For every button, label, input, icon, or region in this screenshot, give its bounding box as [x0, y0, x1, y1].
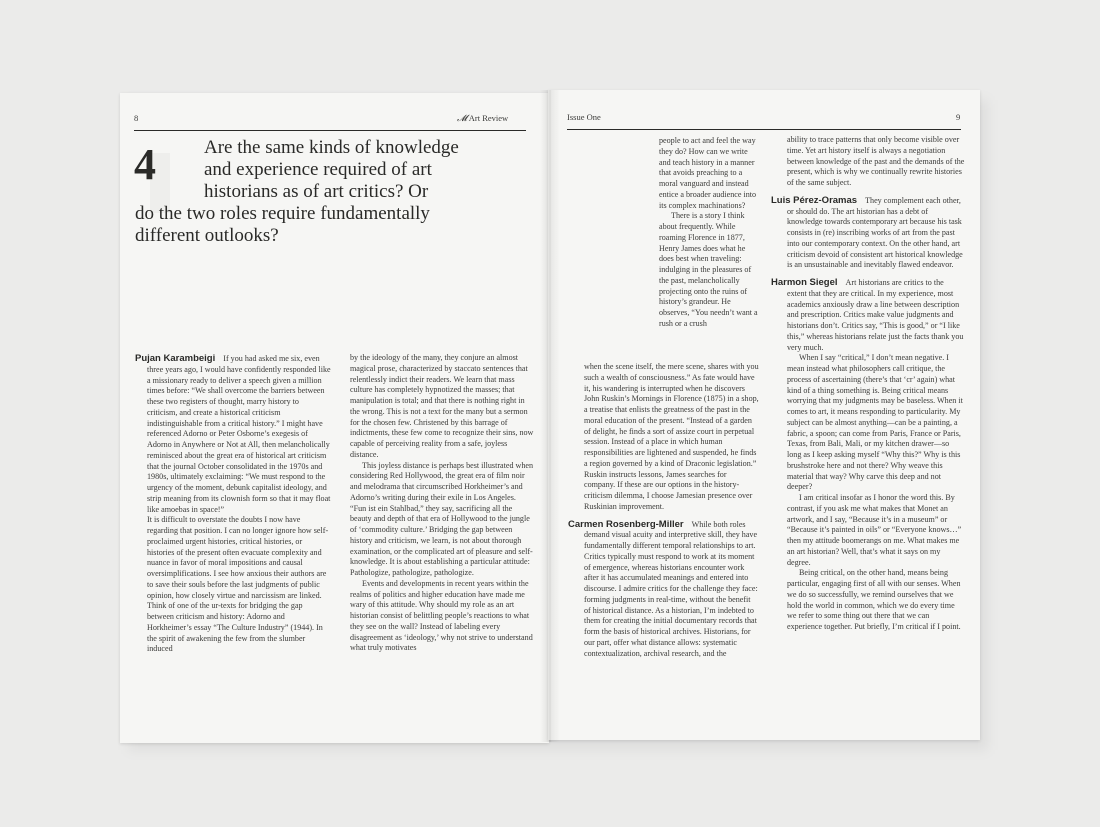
text-column [135, 354, 331, 655]
paragraph: I am critical insofar as I honor the word this. By contrast, if you ask me what makes that Monet an artwork, and I say, “Because it’s in a museum” or “Because it’s painted in oils” or “Everyone knows…” then my attitude boomerangs on me. What makes me an art historian? Well, that’s what it says on my degree. [787, 493, 962, 567]
paragraph-text: Art historians are critics to the extent that they are critical. In my experience, most academics anxiously draw a line between description and prescription. Critics make value judgments and historians don’t. Critics say, “This is good,” or “I like this,” whereas historians relate just the facts thank you very much. [787, 278, 964, 352]
contributor-name: Pujan Karambeigi [135, 353, 216, 364]
paragraph [771, 196, 965, 271]
question-line: historians as of art critics? Or [204, 181, 429, 202]
paragraph: This joyless distance is perhaps best illustrated when considering Red Hollywood, the great era of film noir and melodrama that circumscribed Horkheimer’s and Adorno’s writing during their exile in Los Angeles. “Fun ist ein Stahlbad,” they say, sacrificing all the beauty and depth of that era of Hollywood to the jungle of ‘commodity culture.’ Bridging the gap between history and criticism, we learn, is not about thorough examination, or the complicated art of pleasure and self-knowledge. It is about establishing a particular attitude: Pathologize, pathologize, pathologize. [350, 460, 534, 577]
question-heading [204, 137, 534, 203]
question-line: different outlooks? [135, 225, 279, 246]
paragraph [771, 278, 965, 353]
running-header-left [457, 113, 508, 124]
header-title: Art Review [468, 113, 509, 123]
left-page [120, 93, 549, 743]
paragraph: people to act and feel the way they do? How can we write and teach history in a manner that avoids preaching to a moral vanguard and instead entice a broader audience into its complex machinations? [659, 136, 757, 210]
question-line: Are the same kinds of knowledge [204, 137, 459, 158]
question-line: and experience required of art [204, 159, 432, 180]
question-line: do the two roles require fundamentally [135, 203, 430, 224]
paragraph: When I say “critical,” I don’t mean negative. I mean instead what philosophers call critique, the process of ascertaining (there’s that ‘cr’ again) what kind of a thing something is. Being critical means worrying that my judgments may be baseless. When it comes to art, it means responding to particularity. My subject can be almost anything—can be a painting, a fabric, a spoon; can come from Paris, France or Paris, Texas, from Bali, Mali, or my kitchen drawer—so long as I keep asking myself “Why this?” Why is this brushstroke here and not there? Why weave this material that way? Why carve this deep and not deeper? [787, 353, 963, 492]
paragraph: when the scene itself, the mere scene, shares with you such a wealth of consciousness.” As fate would have it, his wandering is interrupted when he discovers John Ruskin’s Mornings in Florence (1875) in a shop, a treatise that enlists the greatness of the past in the moral education of the present. “Instead of a garden of delight, he finds a sort of assize court in perpetual session. Instead of a place in which human responsibilities are lightened and suspended, he finds a region governed by a kind of Draconic legislation.” Ruskin instructs lessons, James searches for company. If these are our options in the history-criticism dilemma, I choose Jamesian presence over Ruskinian improvement. [584, 362, 759, 511]
magazine-logo-icon: 𝓜 [457, 114, 468, 124]
page-number-right: 9 [956, 112, 961, 122]
paragraph: by the ideology of the many, they conjure an almost magical prose, characterized by staccato sentences that relentlessly indict their readers. We learn that mass culture has completely hypnotized the masses; that manipulation is total; and that there is nothing right in the wrong. This is not a text for the many but a sermon for the chosen few. Christened by this barrage of indictments, these few come to recognize their sins, now capable of perceiving reality from a safe, joyless distance. [350, 353, 534, 459]
paragraph: There is a story I think about frequently. While roaming Florence in 1877, Henry James does what he does best when traveling: indulging in the pleasures of the past, melancholically projecting onto the ruins of history’s grandeur. He observes, “You needn’t want a rush or a crush [659, 211, 758, 328]
contributor-name: Harmon Siegel [771, 277, 838, 288]
paragraph: Being critical, on the other hand, means being particular, engaging first of all with our senses. When we do so successfully, we remind ourselves that we hold the world in common, which we do every time we refer to some thing out there that we can experience together. Put briefly, I’m critical if I point. [787, 568, 961, 631]
contributor-name: Luis Pérez-Oramas [771, 194, 858, 206]
text-column [568, 362, 759, 659]
paragraph-text: They complement each other, or should do. The art historian has a debt of knowledge towards contemporary art because his task consists in (re) inscribing works of art from the past into our contemporary context. On the other hand, art criticism devoid of consistent art historical knowledge is an unsustainable and inevitably flawed endeavor. [787, 195, 963, 270]
paragraph: ability to trace patterns that only become visible over time. Yet art history itself is always a negotiation between knowledge of the past and the demands of the present, which is why we continually rewrite histories of the same subject. [787, 135, 965, 187]
paragraph [568, 520, 759, 660]
paragraph-text: If you had asked me six, even three years ago, I would have confidently responded like a missionary ready to deliver a speech given a million times before: “We shall overcome the barriers between these two registers of thought, marry history to criticism, and create a historical criticism indistinguishable from a critical history.” I might have referenced Adorno or Peter Osborne’s exegesis of Adorno in Anywhere or Not at All, then melancholically reminisced about the great era of historical art criticism that the journal October consolidated in the 1970s and 1980s, ultimately exclaiming: “We must respond to the urgency of the moment, debunk capitalist ideology, and strip meaning from its clownish form so that it may float like amoebas in space!” [147, 354, 331, 514]
contributor-name: Carmen Rosenberg-Miller [568, 518, 684, 530]
header-rule-left [134, 130, 526, 131]
page-number-left: 8 [134, 113, 139, 123]
paragraph: It is difficult to overstate the doubts I now have regarding that position. I can no longer ignore how self-proclaimed urgent histories, critical histories, or histories of the present often evacuate complexity and nuance in favor of moral impositions and causal oversimplifications. I see how anxious their authors are to save their souls before the last judgments of public opinion, how closely virtue and narcissism are linked. [147, 515, 329, 600]
text-column-narrow [659, 136, 759, 330]
question-heading-cont [135, 203, 535, 247]
text-column [771, 135, 965, 633]
paragraph: Events and developments in recent years within the realms of politics and higher education have made me wary of this attitude. Why should my role as an art historian consist of belittling people’s reactions to what they see on the wall? Instead of labeling every disagreement as ‘ideology,’ why not strive to understand what truly motivates [350, 578, 533, 653]
paragraph-text: While both roles demand visual acuity and interpretive skill, they have fundamentally different temporal relationships to art. Critics typically must respond to work at its moment of emergence, whereas historians encounter work after it has accumulated meanings and entered into discourse. I admire critics for the challenge they face: forming judgments in real-time, without the benefit of historical distance. As a historian, I’m indebted to them for creating the initial documentary records that form the basis of historical archives. Historians, for our part, offer what distance allows: systematic contextualization, archival research, and the [584, 519, 758, 658]
right-page [548, 90, 980, 740]
header-rule-right [567, 129, 961, 130]
paragraph: Think of one of the ur-texts for bridging the gap between criticism and history: Adorno and Horkheimer’s essay “The Culture Industry” (1944). In the spirit of awakening the few from the slumber induced [147, 601, 323, 654]
paragraph [135, 354, 331, 515]
running-header-right: Issue One [567, 112, 601, 122]
question-number: 4 [134, 140, 156, 189]
text-column [350, 353, 534, 654]
